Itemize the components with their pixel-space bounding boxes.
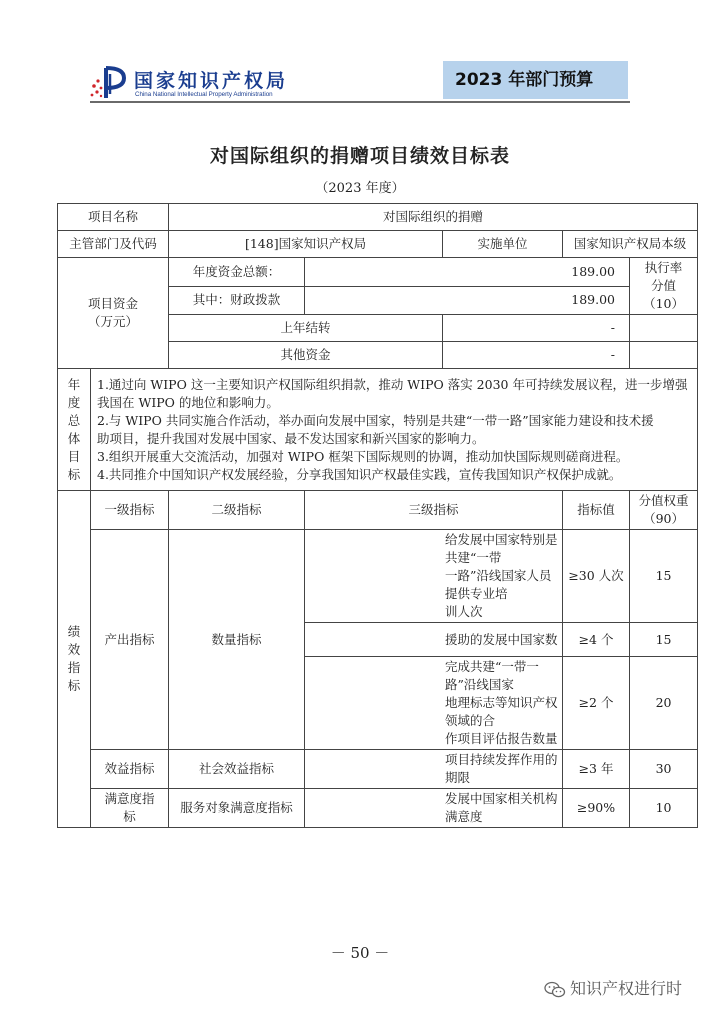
weight-value: 10 <box>630 789 698 828</box>
funds-item-label: 年度资金总额： <box>169 258 305 287</box>
benefit-indicator-text: 项目持续发挥作用的期限 <box>305 750 563 789</box>
goal-label-char: 年 <box>67 376 81 392</box>
target-value: ≥2 个 <box>563 657 630 750</box>
dept-value: [148]国家知识产权局 <box>169 231 443 258</box>
goal-label-char: 标 <box>67 466 81 482</box>
perf-label-char: 效 <box>67 642 81 657</box>
cnipa-logo <box>88 64 388 104</box>
exec-rate-label: 执行率 <box>644 260 683 275</box>
satisfaction-indicator-text: 发展中国家相关机构满意度 <box>305 789 563 828</box>
wechat-icon <box>544 981 566 999</box>
cnipa-emblem-icon <box>88 64 132 102</box>
project-name-value: 对国际组织的捐赠 <box>169 204 698 231</box>
goal-line: 我国在 WIPO 的地位和影响力。 <box>97 394 279 410</box>
page-subtitle: （2023 年度） <box>315 181 405 196</box>
header-weight-total: （90） <box>643 511 684 526</box>
exec-rate-cell <box>630 258 698 315</box>
header-divider <box>90 101 630 103</box>
perf-label-char: 标 <box>67 678 81 693</box>
logo-english-text: China National Intellectual Property Administration <box>135 91 273 98</box>
goal-label-char: 目 <box>67 448 81 464</box>
text-line: 训人次 <box>445 604 483 619</box>
weight-value: 15 <box>630 623 698 657</box>
page-header <box>0 0 720 110</box>
funds-item-value: 189.00 <box>305 258 630 287</box>
wechat-watermark <box>544 976 682 999</box>
target-value: ≥3 年 <box>563 750 630 789</box>
weight-value: 30 <box>630 750 698 789</box>
weight-value: 20 <box>630 657 698 750</box>
funds-item-label: 上年结转 <box>169 315 443 342</box>
budget-year-tab: 2023 年部门预算 <box>443 61 628 99</box>
target-value: ≥4 个 <box>563 623 630 657</box>
social-benefit-label: 社会效益指标 <box>169 750 305 789</box>
goal-line: 助项目，提升我国对发展中国家、最不发达国家和新兴国家的影响力。 <box>97 430 485 446</box>
header-weight-label: 分值权重 <box>638 493 689 508</box>
target-value: ≥30 人次 <box>563 530 630 623</box>
funds-label-line-2: （万元） <box>88 314 139 329</box>
quantity-indicator-label: 数量指标 <box>169 530 305 750</box>
output-indicator-text <box>305 657 563 750</box>
annual-goal-label <box>58 369 91 491</box>
header-weight <box>630 491 698 530</box>
dept-label: 主管部门及代码 <box>58 231 169 258</box>
benefit-indicator-label: 效益指标 <box>91 750 169 789</box>
funds-item-value: - <box>443 315 630 342</box>
table-row-annual-goals <box>58 369 698 491</box>
page-title: 对国际组织的捐赠项目绩效目标表 <box>209 145 510 167</box>
table-row-project-name <box>58 204 698 231</box>
service-satisfaction-label: 服务对象满意度指标 <box>169 789 305 828</box>
funds-item-label: 其中：财政拨款 <box>169 286 305 315</box>
funds-item-value: 189.00 <box>305 286 630 315</box>
impl-unit-label: 实施单位 <box>443 231 563 258</box>
goal-line: 2.与 WIPO 共同实施合作活动，举办面向发展中国家，特别是共建“一带一路”国家能力建设和技术援 <box>97 412 654 428</box>
goal-label-char: 体 <box>67 430 81 446</box>
output-indicator-text: 援助的发展中国家数 <box>305 623 563 657</box>
weight-value: 15 <box>630 530 698 623</box>
output-indicator-text <box>305 530 563 623</box>
empty-cell <box>630 315 698 342</box>
text-line: 作项目评估报告数量 <box>445 731 558 746</box>
text-line: 给发展中国家特别是共建“一带 <box>445 532 558 565</box>
funds-label <box>58 258 169 369</box>
table-row-output-1 <box>58 530 698 623</box>
header-target: 指标值 <box>563 491 630 530</box>
funds-item-value: - <box>443 342 630 369</box>
text-line: 完成共建“一带一路”沿线国家 <box>445 659 539 692</box>
table-row-satisfaction <box>58 789 698 828</box>
impl-unit-value: 国家知识产权局本级 <box>563 231 698 258</box>
header-level3: 三级指标 <box>305 491 563 530</box>
goal-label-char: 总 <box>67 412 81 428</box>
header-level2: 二级指标 <box>169 491 305 530</box>
table-row-department <box>58 231 698 258</box>
table-row-funds-total <box>58 258 698 287</box>
performance-target-table <box>57 203 698 828</box>
goal-line: 4.共同推介中国知识产权发展经验，分享我国知识产权最佳实践，宣传我国知识产权保护成就。 <box>97 466 622 482</box>
header-level1: 一级指标 <box>91 491 169 530</box>
text-line: 一路”沿线国家人员提供专业培 <box>445 568 552 601</box>
logo-chinese-text: 国家知识产权局 <box>134 70 289 92</box>
page-number: － 50 － <box>330 944 390 962</box>
table-row-benefit <box>58 750 698 789</box>
funds-item-label: 其他资金 <box>169 342 443 369</box>
output-indicator-label: 产出指标 <box>91 530 169 750</box>
perf-label-char: 绩 <box>67 624 81 639</box>
goal-line: 3.组织开展重大交流活动，加强对 WIPO 框架下国际规则的协调，推动加快国际规则磋商进程。 <box>97 448 629 464</box>
table-row-perf-headers <box>58 491 698 530</box>
text-line: 满意度指 <box>104 791 155 806</box>
empty-cell <box>630 342 698 369</box>
goal-line: 1.通过向 WIPO 这一主要知识产权国际组织捐款，推动 WIPO 落实 2030 年可持续发展议程，进一步增强 <box>97 376 688 392</box>
text-line: 标 <box>123 809 136 824</box>
project-name-label: 项目名称 <box>58 204 169 231</box>
funds-label-line-1: 项目资金 <box>88 296 139 311</box>
goal-label-char: 度 <box>67 394 81 410</box>
satisfaction-indicator-label <box>91 789 169 828</box>
text-line: 地理标志等知识产权领域的合 <box>445 695 558 728</box>
perf-label-char: 指 <box>67 660 81 675</box>
exec-rate-score: 分值（10） <box>643 278 684 311</box>
watermark-text: 知识产权进行时 <box>570 979 683 998</box>
annual-goals-text <box>91 369 698 491</box>
perf-indicator-label <box>58 491 91 828</box>
target-value: ≥90% <box>563 789 630 828</box>
